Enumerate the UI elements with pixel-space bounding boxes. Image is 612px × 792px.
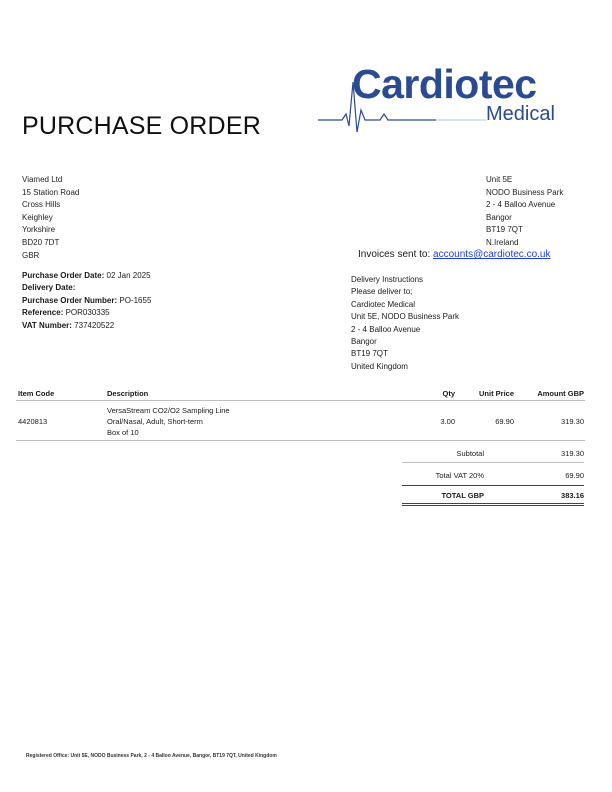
header-item-code: Item Code	[18, 389, 55, 398]
company-line: BT19 7QT	[486, 225, 523, 235]
reference-label: Reference:	[22, 308, 64, 318]
company-line: Unit 5E	[486, 175, 513, 184]
reference-value: POR030335	[65, 308, 110, 318]
cardiotec-logo	[316, 62, 576, 134]
supplier-address	[22, 174, 79, 262]
total-top-rule	[402, 485, 584, 486]
order-info	[22, 270, 151, 332]
total-label: TOTAL GBP	[441, 491, 484, 500]
supplier-line: 15 Station Road	[22, 187, 80, 197]
row-amount: 319.30	[561, 417, 584, 426]
footer-registered-office: Registered Office: Unit 5E, NODO Business Park, 2 - 4 Balloo Avenue, Bangor, BT19 7QT, United Kingdom	[26, 753, 277, 759]
delivery-instructions	[351, 274, 459, 373]
row-unit-price: 69.90	[495, 417, 514, 426]
order-date-label: Purchase Order Date:	[22, 271, 105, 280]
order-date-value: 02 Jan 2025	[106, 271, 151, 280]
total-bottom-rule	[402, 503, 584, 504]
company-line: 2 - 4 Balloo Avenue	[486, 200, 556, 210]
supplier-line: Yorkshire	[22, 225, 56, 235]
invoices-email-link[interactable]: accounts@cardiotec.co.uk	[433, 249, 551, 260]
row-description	[107, 405, 230, 439]
header-divider	[16, 400, 585, 401]
subtotal-value: 319.30	[561, 449, 584, 458]
delivery-date-label: Delivery Date:	[22, 283, 76, 293]
company-line: N.Ireland	[486, 237, 519, 247]
company-line: NODO Business Park	[486, 187, 564, 197]
header-amount: Amount GBP	[537, 389, 584, 398]
delivery-line: Bangor	[351, 337, 377, 347]
vat-number-label: VAT Number:	[22, 320, 72, 330]
company-address	[486, 174, 563, 250]
header-qty: Qty	[442, 389, 455, 398]
order-number-value: PO-1655	[119, 295, 152, 305]
supplier-line: BD20 7DT	[22, 237, 60, 247]
row-divider	[16, 440, 585, 441]
header-unit-price: Unit Price	[478, 389, 514, 398]
delivery-line: Please deliver to;	[351, 287, 413, 297]
invoices-line	[358, 249, 550, 261]
subtotal-divider	[402, 462, 584, 463]
delivery-line: United Kingdom	[351, 361, 408, 371]
row-item-code: 4420813	[18, 417, 48, 426]
supplier-line: GBR	[22, 250, 40, 260]
order-number-label: Purchase Order Number:	[22, 295, 118, 305]
row-description-line: VersaStream CO2/O2 Sampling Line	[107, 406, 230, 415]
logo-wordmark: Cardiotec	[352, 61, 537, 107]
supplier-line: Keighley	[22, 212, 53, 222]
vat-label: Total VAT 20%	[435, 471, 484, 480]
row-qty: 3.00	[440, 417, 455, 426]
page-title: PURCHASE ORDER	[22, 112, 261, 140]
delivery-line: Cardiotec Medical	[351, 299, 416, 309]
invoices-label: Invoices sent to:	[358, 249, 431, 260]
delivery-line: BT19 7QT	[351, 349, 388, 359]
subtotal-label: Subtotal	[456, 449, 484, 458]
row-description-line: Box of 10	[107, 428, 139, 438]
delivery-line: Delivery Instructions	[351, 275, 424, 284]
vat-number-value: 737420522	[74, 320, 115, 330]
header-description: Description	[107, 389, 149, 398]
logo-subtitle: Medical	[486, 103, 555, 125]
total-value: 383.16	[561, 491, 584, 500]
delivery-line: 2 - 4 Balloo Avenue	[351, 324, 421, 334]
company-line: Bangor	[486, 212, 512, 222]
vat-value: 69.90	[565, 471, 584, 480]
total-bottom-rule-double	[402, 505, 584, 506]
supplier-line: Viamed Ltd	[22, 175, 63, 184]
delivery-line: Unit 5E, NODO Business Park	[351, 312, 460, 322]
row-description-line: Oral/Nasal, Adult, Short-term	[107, 417, 203, 427]
supplier-line: Cross Hills	[22, 200, 61, 210]
